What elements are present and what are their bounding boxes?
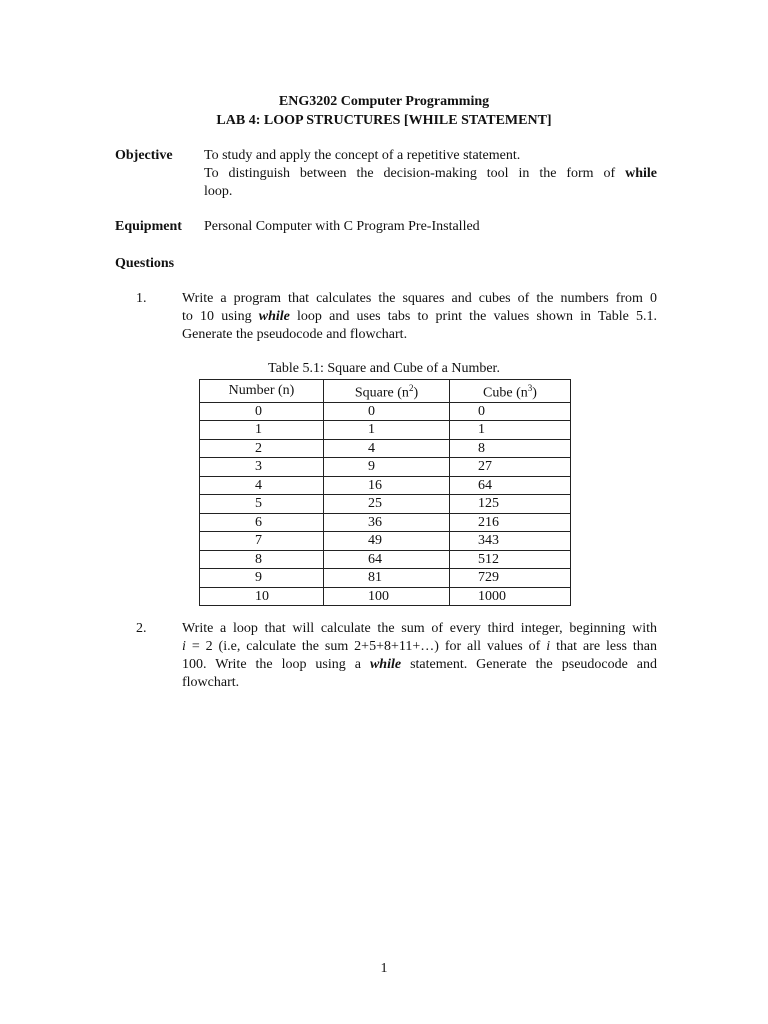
cell-number: 7: [200, 532, 324, 551]
table-row: [200, 569, 571, 588]
table-caption: Table 5.1: Square and Cube of a Number.: [268, 361, 500, 376]
cell-square: 25: [324, 495, 450, 514]
objective-keyword-while: while: [625, 166, 657, 181]
question-1-line-2: [182, 309, 657, 325]
cell-number: 6: [200, 513, 324, 532]
question-1-line-1: Write a program that calculates the squares and cubes of the numbers from 0: [182, 291, 657, 306]
square-cube-table: [199, 379, 571, 606]
table-row: [200, 532, 571, 551]
question-2-line-3: [182, 657, 657, 673]
table-row: [200, 476, 571, 495]
cell-cube: 343: [450, 532, 571, 551]
question-1-line-2a: to 10 using: [182, 309, 252, 324]
header-cube: Cube $(n^3)$: [450, 380, 571, 403]
question-1-number: 1.: [136, 291, 147, 306]
objective-label: Objective: [115, 148, 173, 163]
cell-cube: 125: [450, 495, 571, 514]
course-title: ENG3202 Computer Programming: [278, 94, 490, 109]
cell-number: 3: [200, 458, 324, 477]
cell-number: 2: [200, 439, 324, 458]
cell-cube: 27: [450, 458, 571, 477]
cell-number: 8: [200, 550, 324, 569]
objective-line-1: To study and apply the concept of a repetitive statement.: [204, 148, 521, 163]
table-row: [200, 402, 571, 421]
question-2-line-2a: = 2 (i.e, calculate the sum 2+5+8+11+…) for all values of: [191, 639, 541, 654]
cell-cube: 1: [450, 421, 571, 440]
question-2-line-2: [182, 639, 657, 655]
cell-cube: 1000: [450, 587, 571, 606]
cell-square: 81: [324, 569, 450, 588]
cell-square: 100: [324, 587, 450, 606]
objective-line-2-text: To distinguish between the decision-making tool in the form of: [204, 166, 616, 181]
cell-square: 0: [324, 402, 450, 421]
question-2-line-3b: statement. Generate the pseudocode and: [410, 657, 658, 672]
equipment-label: Equipment: [115, 219, 182, 234]
cell-square: 9: [324, 458, 450, 477]
cell-number: 4: [200, 476, 324, 495]
table-header-row: [200, 380, 571, 403]
table-row: [200, 458, 571, 477]
cell-number: 10: [200, 587, 324, 606]
question-2-var-i-2: i: [546, 639, 551, 654]
table-row: [200, 587, 571, 606]
cell-square: 64: [324, 550, 450, 569]
cell-square: 16: [324, 476, 450, 495]
question-2-line-1: Write a loop that will calculate the sum of every third integer, beginning with: [182, 621, 657, 636]
question-2-number: 2.: [136, 621, 147, 636]
cell-number: 5: [200, 495, 324, 514]
question-2-keyword-while: while: [369, 657, 402, 672]
cell-square: 36: [324, 513, 450, 532]
question-2-var-i: i: [182, 639, 186, 654]
table-body: [200, 402, 571, 606]
cell-square: 1: [324, 421, 450, 440]
table-row: [200, 421, 571, 440]
header-square: Square $(n^2)$: [324, 380, 450, 403]
objective-line-2: [204, 166, 657, 182]
cell-number: 9: [200, 569, 324, 588]
cell-cube: 8: [450, 439, 571, 458]
question-1-line-2b: loop and uses tabs to print the values shown in Table 5.1.: [297, 309, 657, 324]
equipment-text: Personal Computer with C Program Pre-Installed: [204, 219, 480, 234]
table-row: [200, 495, 571, 514]
cell-cube: 0: [450, 402, 571, 421]
question-1-keyword-while: while: [258, 309, 290, 324]
objective-line-3: loop.: [204, 184, 233, 199]
table-row: [200, 550, 571, 569]
questions-heading: Questions: [115, 256, 175, 271]
question-2-line-3a: 100. Write the loop using a: [182, 657, 361, 672]
cell-cube: 216: [450, 513, 571, 532]
header-number: Number (n): [200, 380, 324, 403]
lab-title: LAB 4: LOOP STRUCTURES [WHILE STATEMENT]: [216, 113, 552, 128]
cell-cube: 512: [450, 550, 571, 569]
cell-number: 0: [200, 402, 324, 421]
cell-square: 49: [324, 532, 450, 551]
cell-square: 4: [324, 439, 450, 458]
cell-number: 1: [200, 421, 324, 440]
page-number: 1: [380, 961, 388, 976]
question-1-line-3: Generate the pseudocode and flowchart.: [182, 327, 408, 342]
table-row: [200, 513, 571, 532]
cell-cube: 64: [450, 476, 571, 495]
question-2-line-4: flowchart.: [182, 675, 240, 690]
question-2-line-2b: that are less than: [556, 639, 658, 654]
table-row: [200, 439, 571, 458]
cell-cube: 729: [450, 569, 571, 588]
